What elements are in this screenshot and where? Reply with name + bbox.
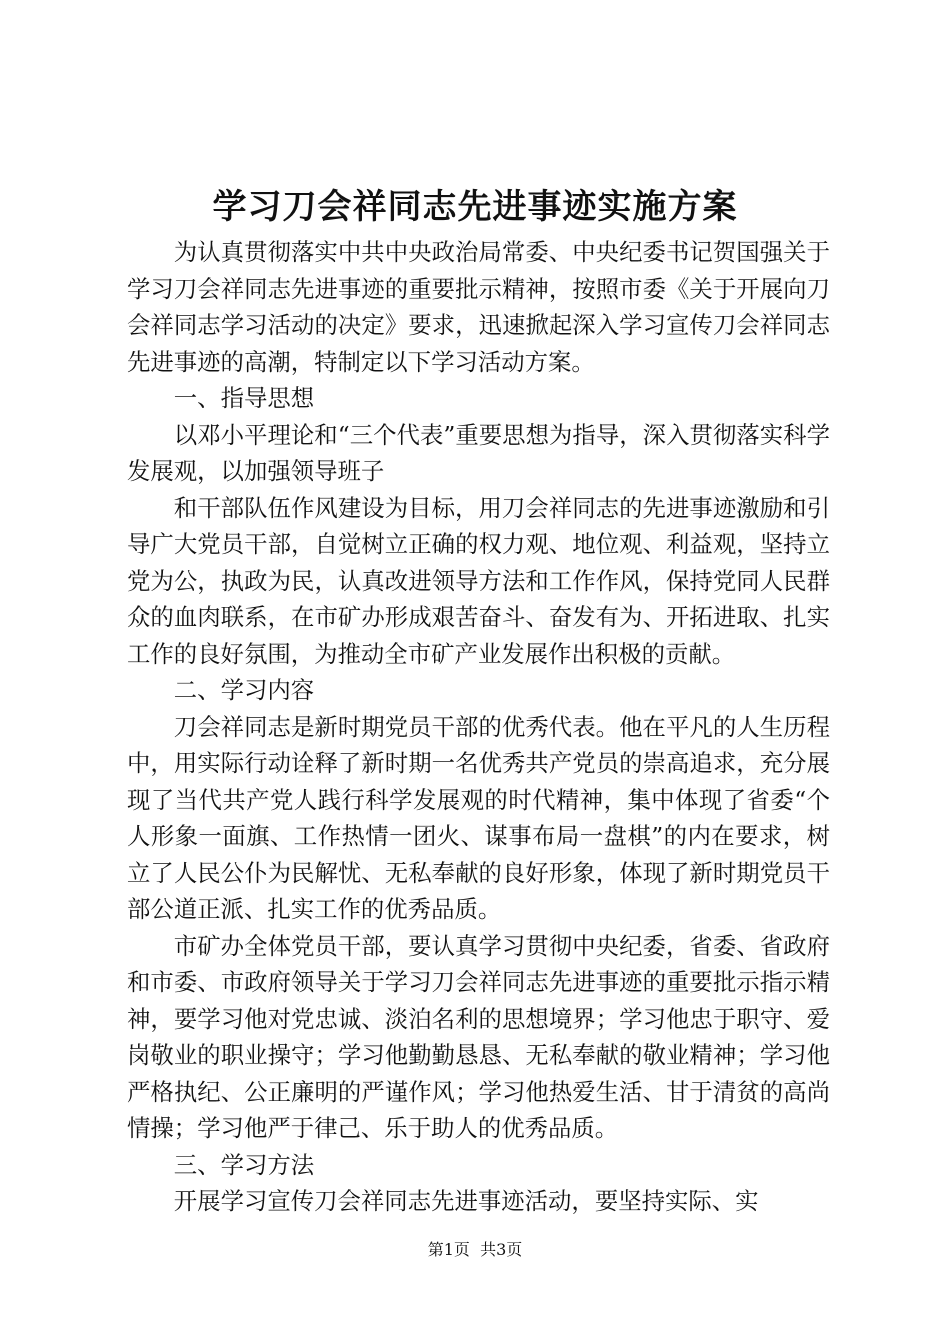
paragraph-study-requirements: 市矿办全体党员干部，要认真学习贯彻中央纪委，省委、省政府和市委、市政府领导关于学习刀会祥同志先进事迹的重要批示指示精神，要学习他对党忠诚、淡泊名利的思想境界；学习他忠于职守、爱岗敬业的职业操守；学习他勤勤恳恳、无私奉献的敬业精神；学习他严格执纪、公正廉明的严谨作风；学习他热爱生活、甘于清贫的高尚情操；学习他严于律己、乐于助人的优秀品质。	[127, 931, 830, 1142]
paragraph-work-style: 和干部队伍作风建设为目标，用刀会祥同志的先进事迹激励和引导广大党员干部，自觉树立正确的权力观、地位观、利益观，坚持立党为公，执政为民，认真改进领导方法和工作作风，保持党同人民群众的血肉联系，在市矿办形成艰苦奋斗、奋发有为、开拓进取、扎实工作的良好氛围，为推动全市矿产业发展作出积极的贡献。	[127, 493, 830, 668]
page-footer	[0, 1238, 950, 1262]
paragraph-study-method: 开展学习宣传刀会祥同志先进事迹活动，要坚持实际、实	[173, 1187, 759, 1215]
paragraph-guiding-ideology: 以邓小平理论和“三个代表”重要思想为指导，深入贯彻落实科学发展观，以加强领导班子	[127, 420, 830, 485]
page-number: 第1页	[427, 1240, 470, 1259]
document-body	[127, 234, 830, 1220]
paragraph-study-content: 刀会祥同志是新时期党员干部的优秀代表。他在平凡的人生历程中，用实际行动诠释了新时期一名优秀共产党员的崇高追求，充分展现了当代共产党人践行科学发展观的时代精神，集中体现了省委“个人形象一面旗、工作热情一团火、谋事布局一盘棋”的内在要求，树立了人民公仆为民解忧、无私奉献的良好形象，体现了新时期党员干部公道正派、扎实工作的优秀品质。	[127, 712, 830, 923]
heading-guiding-ideology: 一、指导思想	[173, 384, 315, 412]
paragraph-intro: 为认真贯彻落实中共中央政治局常委、中央纪委书记贺国强关于学习刀会祥同志先进事迹的重要批示精神，按照市委《关于开展向刀会祥同志学习活动的决定》要求，迅速掀起深入学习宣传刀会祥同志先进事迹的高潮，特制定以下学习活动方案。	[127, 238, 830, 376]
heading-study-method: 三、学习方法	[173, 1150, 315, 1179]
document-title: 学习刀会祥同志先进事迹实施方案	[212, 187, 738, 227]
page-total: 共3页	[480, 1240, 523, 1259]
heading-study-content: 二、学习内容	[173, 676, 315, 704]
